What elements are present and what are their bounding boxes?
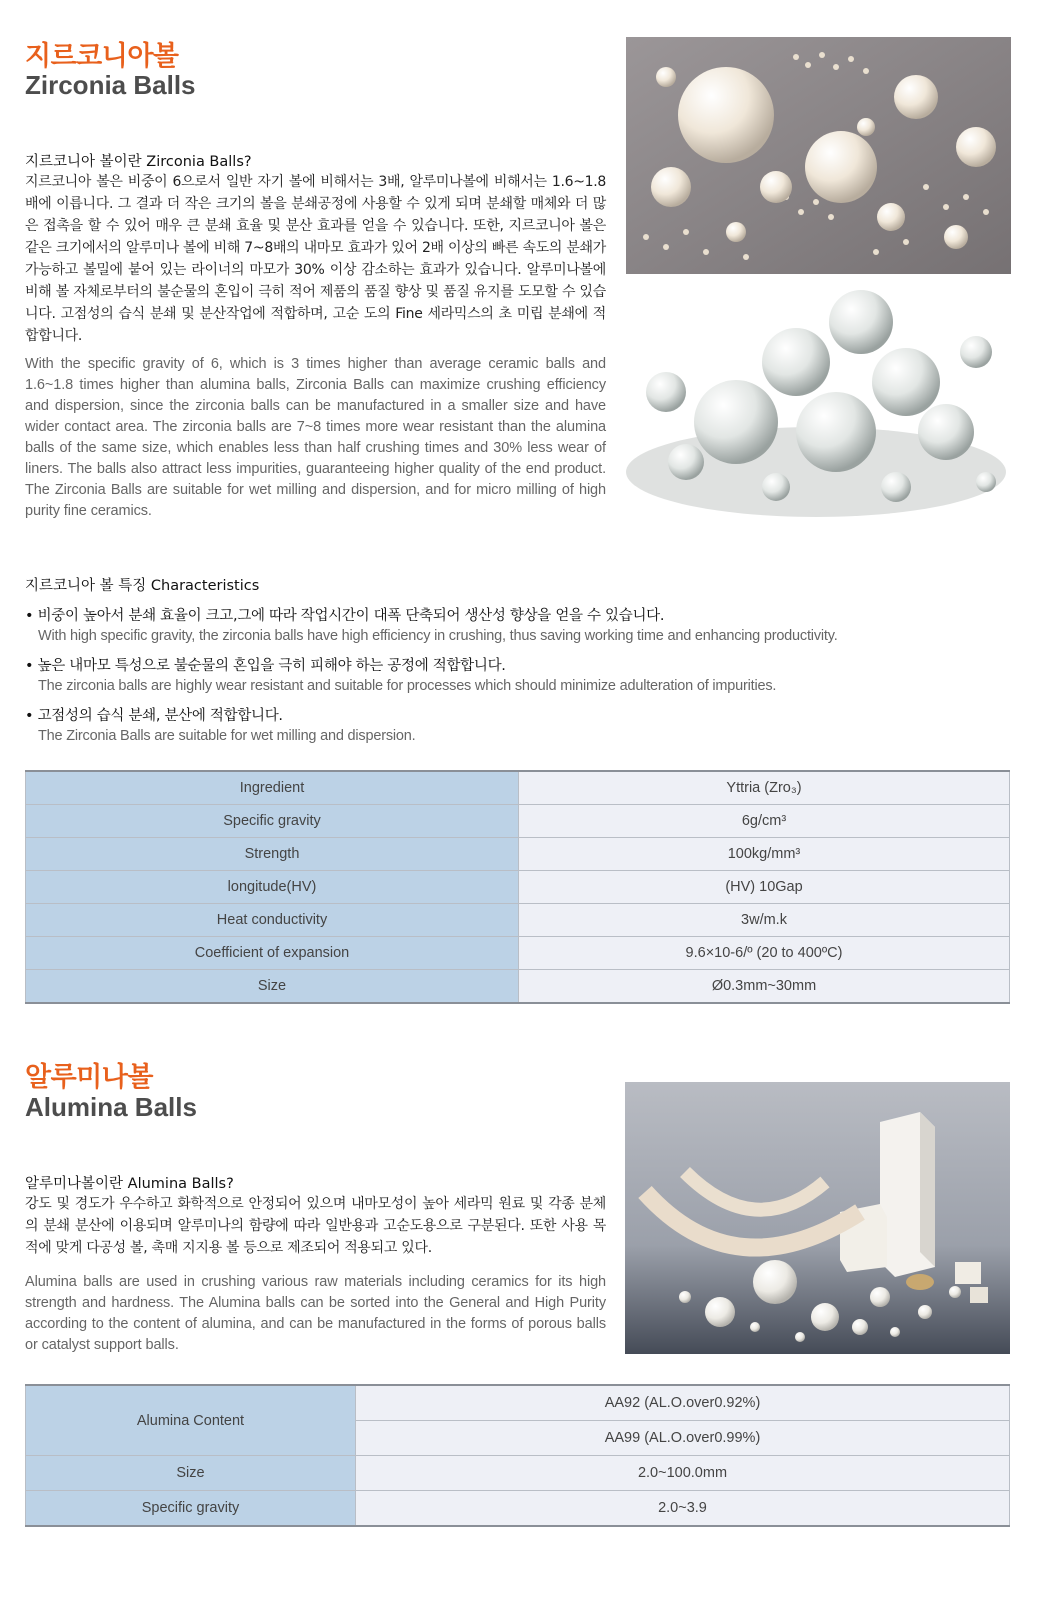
characteristic-item <box>25 654 885 704</box>
table-row <box>26 771 1010 805</box>
characteristic-korean: 높은 내마모 특성으로 불순물의 혼입을 극히 피해야 하는 공정에 적합합니다. <box>37 658 506 674</box>
spec-label: Heat conductivity <box>26 904 519 937</box>
alumina-balls-photo <box>625 1082 1010 1354</box>
spec-value: 9.6×10-6/º (20 to 400ºC) <box>519 937 1010 970</box>
spec-label: Size <box>26 970 519 1004</box>
table-row <box>26 805 1010 838</box>
characteristic-english: The zirconia balls are highly wear resistant and suitable for processes which should minimize adulteration of impurities. <box>38 678 777 694</box>
alumina-intro-heading: 알루미나볼이란 Alumina Balls? <box>25 1176 234 1192</box>
bullet-glyph: • <box>25 608 34 624</box>
spec-label: Strength <box>26 838 519 871</box>
spec-value: 2.0~3.9 <box>356 1491 1010 1527</box>
bullet-glyph: • <box>25 708 34 724</box>
alumina-title-english: Alumina Balls <box>25 1092 197 1122</box>
zirconia-title-korean: 지르코니아볼 <box>25 41 179 72</box>
alumina-intro-korean: 강도 및 경도가 우수하고 화학적으로 안정되어 있으며 내마모성이 높아 세라믹 원료 및 각종 분체의 분쇄 분산에 이용되며 알루미나의 함량에 따라 일반용과 고순도용으로 구분된다. 또한 사용 목적에 맞게 다공성 볼, 촉매 지지용 볼 등으로 제조되어 적용되고 있다. <box>25 1196 606 1256</box>
spec-value: 6g/cm³ <box>519 805 1010 838</box>
table-row <box>26 838 1010 871</box>
spec-value: (HV) 10Gap <box>519 871 1010 904</box>
spec-value: AA92 (AL.O.over0.92%) <box>356 1385 1010 1421</box>
alumina-spec-table <box>25 1384 1010 1527</box>
characteristic-english: With high specific gravity, the zirconia balls have high efficiency in crushing, thus saving working time and enhancing productivity. <box>38 628 838 644</box>
zirconia-balls-photo-2 <box>626 282 1011 522</box>
spec-label: Specific gravity <box>26 1491 356 1527</box>
characteristic-korean: 비중이 높아서 분쇄 효율이 크고,그에 따라 작업시간이 대폭 단축되어 생산성 향상을 얻을 수 있습니다. <box>37 608 665 624</box>
zirconia-title-english: Zirconia Balls <box>25 70 196 100</box>
spec-value: Ø0.3mm~30mm <box>519 970 1010 1004</box>
zirconia-intro-english: With the specific gravity of 6, which is 3 times higher than average ceramic balls and 1.6~1.8 times higher than alumina balls, Zirconia Balls can maximize crushing efficiency and dispersion, since the zirconia balls can be manufactured in a smaller size and have wider contact area. The zirconia balls are 7~8 times more wear resistant than the alumina balls of the same size, which enables less than half crushing times and 30% less wear of liners. The balls also attract less impurities, guaranteeing higher quality of the end product. The Zirconia Balls are suitable for wet milling and dispersion, and for micro milling of high purity fine ceramics. <box>25 356 606 519</box>
alumina-intro-english: Alumina balls are used in crushing various raw materials including ceramics for its high strength and hardness. The Alumina balls can be sorted into the General and High Purity according to the content of alumina, and can be manufactured in the forms of porous balls or catalyst support balls. <box>25 1274 606 1353</box>
table-row <box>26 871 1010 904</box>
spec-label: Alumina Content <box>26 1385 356 1456</box>
table-row <box>26 970 1010 1004</box>
spec-label: Coefficient of expansion <box>26 937 519 970</box>
table-row <box>26 1385 1010 1421</box>
characteristic-english: The Zirconia Balls are suitable for wet milling and dispersion. <box>38 728 416 744</box>
table-row <box>26 937 1010 970</box>
characteristic-item <box>25 704 885 754</box>
spec-value: Yttria (Zro₃) <box>519 771 1010 805</box>
zirconia-balls-photo-1 <box>626 37 1011 274</box>
characteristics-list <box>25 604 885 754</box>
alumina-title-korean: 알루미나볼 <box>25 1062 153 1093</box>
spec-label: Size <box>26 1456 356 1491</box>
characteristic-item <box>25 604 885 654</box>
spec-value: 100kg/mm³ <box>519 838 1010 871</box>
spec-label: Ingredient <box>26 771 519 805</box>
table-row <box>26 904 1010 937</box>
characteristics-heading: 지르코니아 볼 특징 Characteristics <box>25 578 260 594</box>
spec-label: longitude(HV) <box>26 871 519 904</box>
spec-value: 2.0~100.0mm <box>356 1456 1010 1491</box>
table-row <box>26 1491 1010 1527</box>
zirconia-intro-heading: 지르코니아 볼이란 Zirconia Balls? <box>25 154 252 170</box>
table-row <box>26 1456 1010 1491</box>
spec-label: Specific gravity <box>26 805 519 838</box>
spec-value: 3w/m.k <box>519 904 1010 937</box>
spec-value: AA99 (AL.O.over0.99%) <box>356 1421 1010 1456</box>
characteristic-korean: 고점성의 습식 분쇄, 분산에 적합합니다. <box>37 708 283 724</box>
zirconia-spec-table <box>25 770 1010 1004</box>
bullet-glyph: • <box>25 658 34 674</box>
zirconia-intro-korean: 지르코니아 볼은 비중이 6으로서 일반 자기 볼에 비해서는 3배, 알루미나볼에 비해서는 1.6~1.8배에 이릅니다. 그 결과 더 작은 크기의 볼을 분쇄공정에 사용할 수 있게 되며 분쇄할 매체와 더 많은 접촉을 할 수 있어 매우 큰 분쇄 효율 및 분산 효과를 얻을 수 있습니다. 또한, 지르코니아 볼은 같은 크기에서의 알루미나 볼에 비해 7~8배의 내마모 효과가 있어 2배 이상의 빠른 속도의 분쇄가 가능하고 볼밀에 붙어 있는 라이너의 마모가 30% 이상 감소하는 효과가 있습니다. 알루미나볼에 비해 볼 자체로부터의 불순물의 혼입이 극히 적어 제품의 품질 향상 및 품질 유지를 도모할 수 있습니다. 고점성의 습식 분쇄 및 분산작업에 적합하며, 고순 도의 Fine 세라믹스의 초 미립 분쇄에 적합합니다. <box>25 174 606 344</box>
